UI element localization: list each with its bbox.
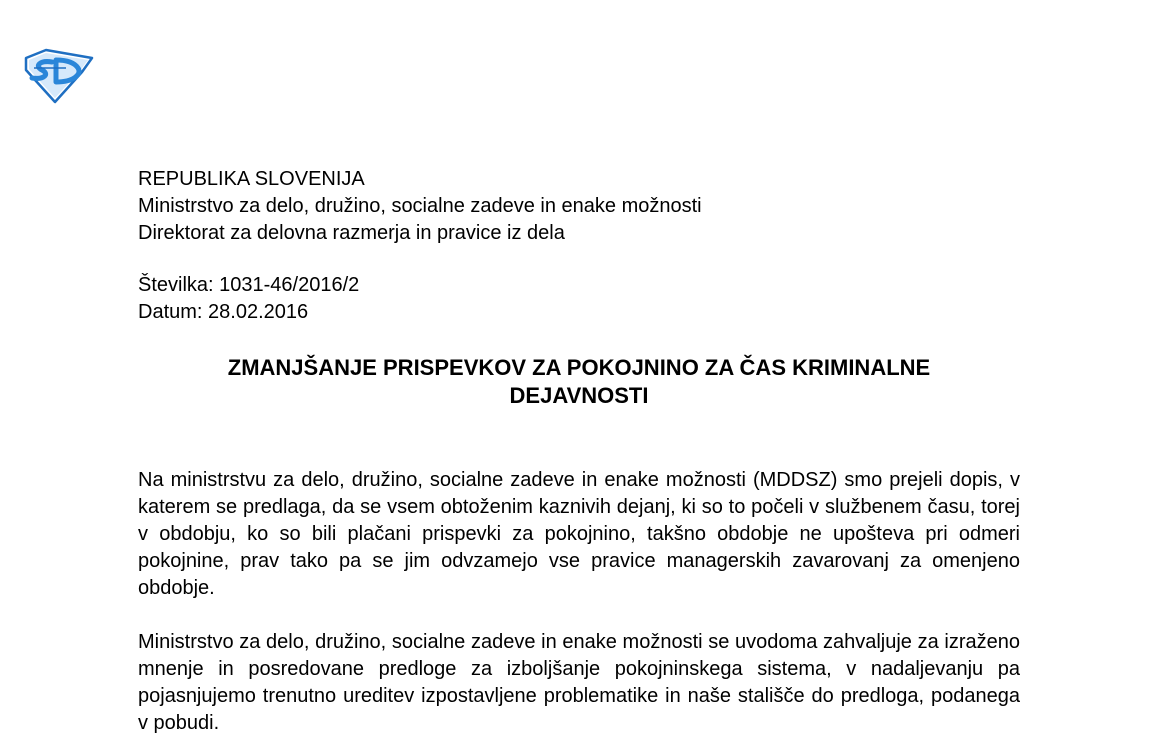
document-title xyxy=(138,354,1020,410)
body-paragraph-2: Ministrstvo za delo, družino, socialne zadeve in enake možnosti se uvodoma zahvaljuje za izraženo mnenje in posredovane predloge za izboljšanje pokojninskega sistema, v nadaljevanju pa pojasnjujemo trenutno ureditev izpostavljene problematike in naše stališče do predloga, podanega v pobudi. xyxy=(138,631,1020,734)
title-line-2: DEJAVNOSTI xyxy=(509,383,649,408)
logo-graphic xyxy=(22,48,94,104)
letterhead-ministry: Ministrstvo za delo, družino, socialne zadeve in enake možnosti xyxy=(138,195,702,217)
letterhead xyxy=(138,166,1020,247)
reference-date: Datum: 28.02.2016 xyxy=(138,301,309,323)
reference-block xyxy=(138,272,1020,326)
body-paragraph-1: Na ministrstvu za delo, družino, socialne zadeve in enake možnosti (MDDSZ) smo prejeli dopis, v katerem se predlaga, da se vsem obtoženim kaznivih dejanj, ki so to počeli v službenem času, torej v obdobju, ko so bili plačani prispevki za pokojnino, takšno obdobje ne upošteva pri odmeri pokojnine, prav tako pa se jim odvzamejo vse pravice managerskih zavarovanj za omenjeno obdobje. xyxy=(138,469,1020,599)
sd-shield-logo xyxy=(22,48,94,104)
reference-number: Številka: 1031-46/2016/2 xyxy=(138,274,360,296)
letterhead-country: REPUBLIKA SLOVENIJA xyxy=(138,168,365,190)
title-line-1: ZMANJŠANJE PRISPEVKOV ZA POKOJNINO ZA ČAS KRIMINALNE xyxy=(227,355,931,380)
letterhead-directorate: Direktorat za delovna razmerja in pravice iz dela xyxy=(138,222,565,244)
